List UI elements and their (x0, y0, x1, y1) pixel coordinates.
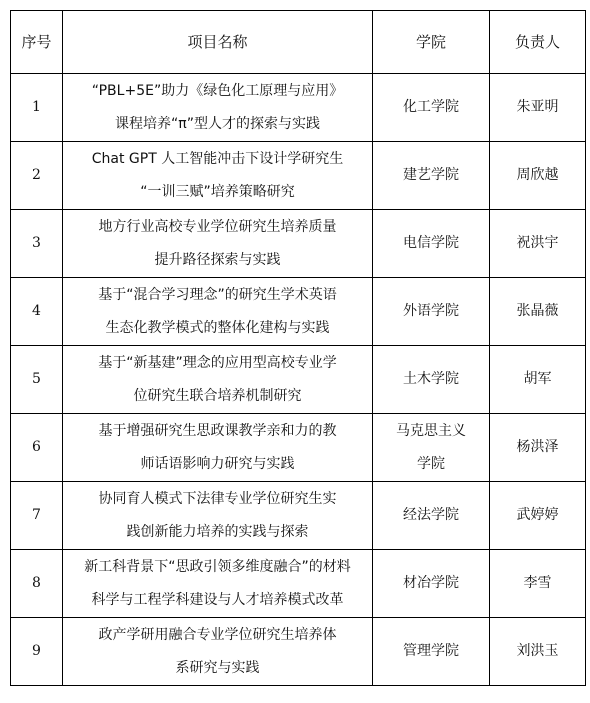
row-project-name (63, 618, 373, 686)
college-line-1: 建艺学院 (403, 167, 459, 183)
table-row (11, 346, 586, 414)
row-project-name (63, 210, 373, 278)
college-line-1: 外语学院 (403, 303, 459, 319)
project-name-line-2: 践创新能力培养的实践与探索 (126, 523, 309, 540)
row-project-name (63, 346, 373, 414)
row-college (373, 414, 490, 482)
row-project-name (63, 278, 373, 346)
project-name-line-2: 课程培养“π”型人才的探索与实践 (115, 115, 320, 132)
row-college (373, 550, 490, 618)
row-seq: 4 (11, 278, 63, 346)
row-seq: 3 (11, 210, 63, 278)
row-seq: 6 (11, 414, 63, 482)
row-lead: 刘洪玉 (490, 618, 586, 686)
header-seq: 序号 (11, 11, 63, 74)
row-seq: 5 (11, 346, 63, 414)
project-name-line-1: 地方行业高校专业学位研究生培养质量 (98, 218, 337, 235)
project-name-line-1: “PBL+5E”助力《绿色化工原理与应用》 (91, 82, 344, 99)
header-college: 学院 (373, 11, 490, 74)
project-name-line-2: 提升路径探索与实践 (154, 251, 281, 268)
college-line-1: 土木学院 (403, 371, 459, 387)
project-name-line-1: 基于“新基建”理念的应用型高校专业学 (98, 354, 337, 371)
project-name-line-1: 协同育人模式下法律专业学位研究生实 (98, 490, 337, 507)
table-row (11, 482, 586, 550)
college-line-1: 经法学院 (403, 507, 459, 523)
row-college (373, 346, 490, 414)
row-project-name (63, 142, 373, 210)
row-seq: 7 (11, 482, 63, 550)
row-project-name (63, 482, 373, 550)
row-project-name (63, 550, 373, 618)
table-row (11, 74, 586, 142)
project-name-line-1: 政产学研用融合专业学位研究生培养体 (98, 626, 337, 643)
row-lead: 杨洪泽 (490, 414, 586, 482)
college-line-2: 学院 (417, 455, 445, 472)
header-row (11, 11, 586, 74)
project-name-line-2: 师话语影响力研究与实践 (140, 455, 295, 472)
row-lead: 胡军 (490, 346, 586, 414)
row-project-name (63, 74, 373, 142)
table-row (11, 550, 586, 618)
project-name-line-2: 科学与工程学科建设与人才培养模式改革 (91, 591, 344, 608)
row-lead: 张晶薇 (490, 278, 586, 346)
row-seq: 2 (11, 142, 63, 210)
header-project-name: 项目名称 (63, 11, 373, 74)
project-name-line-1: 新工科背景下“思政引领多维度融合”的材料 (84, 558, 351, 575)
row-college (373, 482, 490, 550)
row-seq: 9 (11, 618, 63, 686)
project-name-line-1: Chat GPT 人工智能冲击下设计学研究生 (91, 150, 344, 167)
row-college (373, 618, 490, 686)
row-college (373, 142, 490, 210)
project-name-line-1: 基于增强研究生思政课教学亲和力的教 (98, 422, 337, 439)
row-college (373, 74, 490, 142)
row-lead: 朱亚明 (490, 74, 586, 142)
table-body (11, 74, 586, 686)
college-line-1: 化工学院 (403, 99, 459, 115)
project-table (10, 10, 586, 686)
project-name-line-2: “一训三赋”培养策略研究 (140, 183, 295, 200)
college-line-1: 马克思主义 (396, 422, 466, 439)
table-row (11, 414, 586, 482)
college-line-1: 管理学院 (403, 643, 459, 659)
table-row (11, 618, 586, 686)
project-name-line-2: 位研究生联合培养机制研究 (133, 387, 302, 404)
table-row (11, 278, 586, 346)
row-college (373, 210, 490, 278)
college-line-1: 材冶学院 (403, 575, 459, 591)
table-row (11, 142, 586, 210)
project-name-line-2: 生态化教学模式的整体化建构与实践 (105, 319, 330, 336)
row-lead: 周欣越 (490, 142, 586, 210)
project-name-line-2: 系研究与实践 (175, 659, 260, 676)
college-line-1: 电信学院 (403, 235, 459, 251)
row-college (373, 278, 490, 346)
row-project-name (63, 414, 373, 482)
header-lead: 负责人 (490, 11, 586, 74)
row-lead: 李雪 (490, 550, 586, 618)
project-name-line-1: 基于“混合学习理念”的研究生学术英语 (98, 286, 337, 303)
row-seq: 1 (11, 74, 63, 142)
row-lead: 祝洪宇 (490, 210, 586, 278)
row-seq: 8 (11, 550, 63, 618)
table-row (11, 210, 586, 278)
row-lead: 武婷婷 (490, 482, 586, 550)
